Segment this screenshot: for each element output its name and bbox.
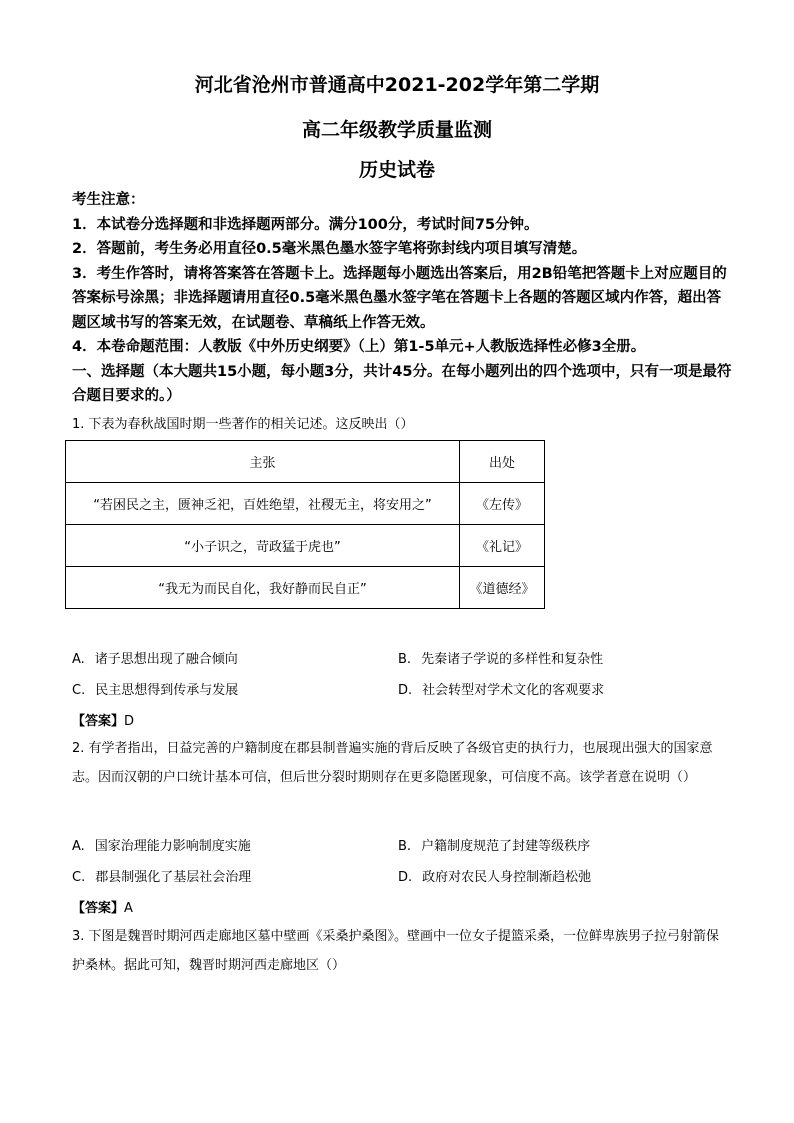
notice-block [72,188,732,409]
option-text: 政府对农民人身控制渐趋松弛 [422,870,592,885]
question-1-answer [72,710,134,729]
table-row [66,483,545,525]
table-header: 出处 [460,441,545,483]
question-text: 1. 下表为春秋战国时期一些著作的相关记述。这反映出（） [72,417,414,432]
table-cell: 《左传》 [460,483,545,525]
answer-label: 【答案】 [72,714,125,729]
answer-label: 【答案】 [72,901,125,916]
option-text: 民主思想得到传承与发展 [95,683,239,698]
option-label: A. [72,652,85,667]
option-c [72,679,238,698]
table-cell: “小子识之，苛政猛于虎也” [66,525,460,567]
question-text: 3. 下图是魏晋时期河西走廊地区墓中壁画《采桑护桑图》。壁画中一位女子提篮采桑，一位鲜卑族男子拉弓射箭保护桑林。据此可知，魏晋时期河西走廊地区（） [72,929,720,973]
exam-subject: 历史试卷 [358,159,435,181]
option-a [72,835,251,854]
option-label: C. [72,683,86,698]
notice-item: 1．本试卷分选择题和非选择题两部分。满分100分，考试时间75分钟。 [72,216,539,233]
option-a [72,648,238,667]
answer-value: D [124,714,135,729]
option-label: D. [398,683,413,698]
table-header: 主张 [66,441,460,483]
exam-title: 河北省沧州市普通高中2021-202学年第二学期 [194,74,600,96]
table-row [66,567,545,609]
table-cell: 《道德经》 [460,567,545,609]
question-2-stem [72,734,732,792]
option-text: 社会转型对学术文化的客观要求 [422,683,605,698]
option-text: 先秦诸子学说的多样性和复杂性 [421,652,604,667]
section-heading: 一、选择题（本大题共15小题，每小题3分，共计45分。在每小题列出的四个选项中，只有一项是最符合题目要求的。） [72,363,732,404]
option-label: A. [72,839,85,854]
option-text: 诸子思想出现了融合倾向 [94,652,238,667]
option-d [398,866,591,885]
option-text: 郡县制强化了基层社会治理 [95,870,252,885]
question-text: 2. 有学者指出，日益完善的户籍制度在郡县制普遍实施的背后反映了各级官吏的执行力，也展现出强大的国家意志。因而汉朝的户口统计基本可信，但后世分裂时期则存在更多隐匿现象，可信度不高。该学者意在说明（） [72,741,713,785]
option-b [398,835,590,854]
question-1-table [65,440,545,609]
option-label: B. [398,652,412,667]
option-label: D. [398,870,413,885]
option-text: 户籍制度规范了封建等级秩序 [421,839,591,854]
exam-subtitle: 高二年级教学质量监测 [301,119,492,141]
notice-item: 3．考生作答时，请将答案答在答题卡上。选择题每小题选出答案后，用2B铅笔把答题卡上对应题目的答案标号涂黑；非选择题请用直径0.5毫米黑色墨水签字笔在答题卡上各题的答题区域内作答，超出答题区域书写的答案无效，在试题卷、草稿纸上作答无效。 [72,265,727,331]
table-header-row [66,441,545,483]
option-d [398,679,604,698]
table-row [66,525,545,567]
option-label: B. [398,839,412,854]
question-3-stem [72,922,732,980]
notice-item: 4．本卷命题范围：人教版《中外历史纲要》（上）第1-5单元+人教版选择性必修3全册。 [72,339,646,355]
option-c [72,866,251,885]
notice-item: 2．答题前，考生务必用直径0.5毫米黑色墨水签字笔将弥封线内项目填写清楚。 [72,241,587,257]
question-1-stem [72,410,732,439]
question-2-answer [72,897,133,916]
table-cell: 《礼记》 [460,525,545,567]
table-cell: “我无为而民自化，我好静而民自正” [66,567,460,609]
answer-value: A [124,901,133,916]
notice-heading: 考生注意： [72,192,145,208]
option-label: C. [72,870,86,885]
option-text: 国家治理能力影响制度实施 [94,839,251,854]
table-cell: “若困民之主，匮神乏祀，百姓绝望，社稷无主，将安用之” [66,483,460,525]
option-b [398,648,603,667]
